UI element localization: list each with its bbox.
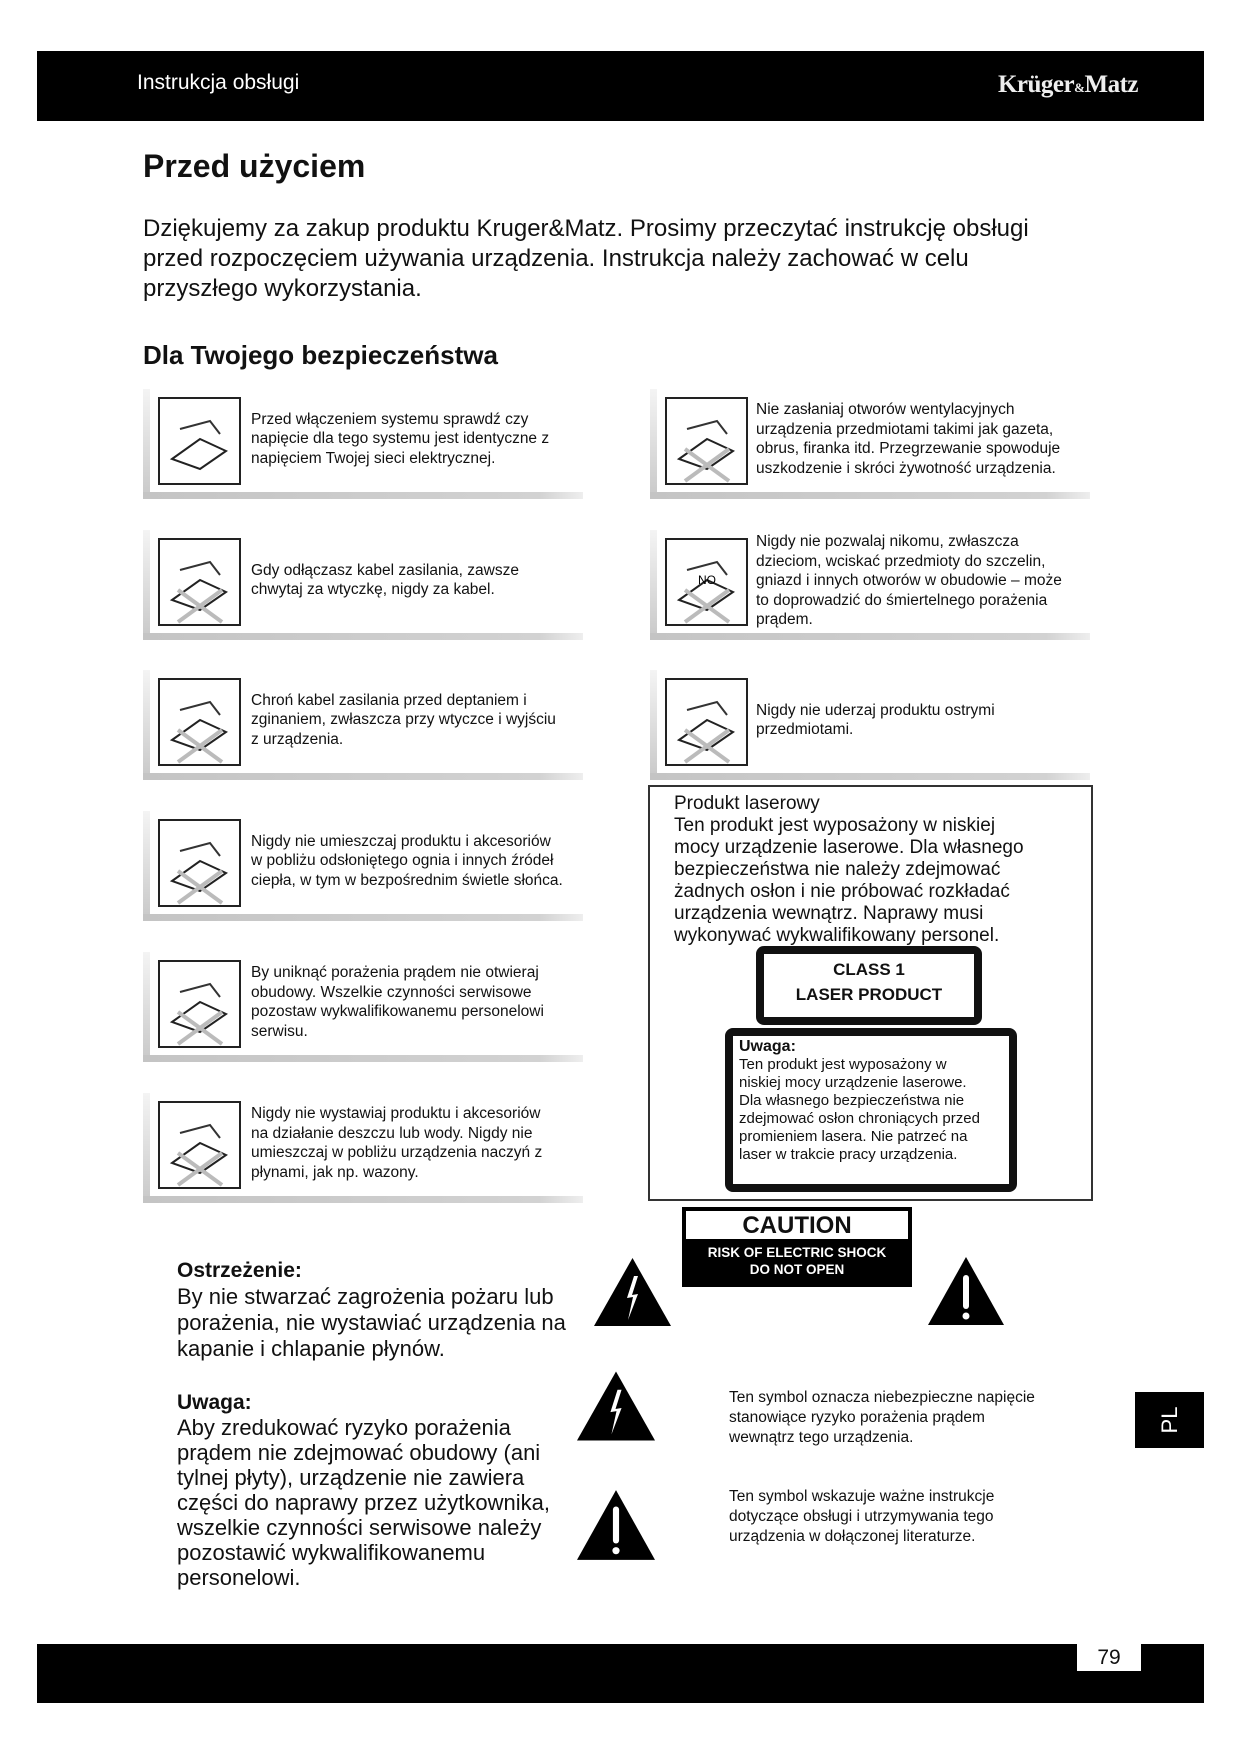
safety-item-text: [251, 410, 549, 469]
no-heat-sunlight-icon: [158, 819, 241, 907]
intro-line: przed rozpoczęciem używania urządzenia. Instrukcja należy zachować w celu: [143, 245, 969, 272]
text-line: napięciem Twojej sieci elektrycznej.: [251, 449, 496, 467]
header-title: Instrukcja obsługi: [137, 71, 300, 94]
text-line: bezpieczeństwa nie należy zdejmować: [674, 859, 1001, 880]
intro-line: Dziękujemy za zakup produktu Kruger&Matz. Prosimy przeczytać instrukcję obsługi: [143, 215, 1029, 242]
caution-line: DO NOT OPEN: [749, 1262, 845, 1277]
text-line: uszkodzenie i skróci żywotność urządzenia.: [756, 459, 1056, 477]
text-line: wykonywać wykwalifikowany personel.: [674, 925, 1000, 946]
note-heading: Uwaga:: [177, 1391, 252, 1414]
lightning-triangle-icon: [577, 1370, 655, 1442]
class-line: CLASS 1: [833, 960, 905, 979]
caution-subtitle: [682, 1244, 912, 1278]
unplug-by-plug-icon: [158, 538, 241, 626]
no-objects-in-slots-icon: [665, 538, 748, 626]
intro-line: przyszłego wykorzystania.: [143, 275, 422, 302]
caution-title: CAUTION: [686, 1211, 908, 1239]
note-section: [177, 1390, 550, 1590]
safety-item: [650, 389, 1090, 499]
footer-bar: [37, 1644, 1204, 1703]
safety-item-text: [251, 691, 556, 750]
text-line: umieszczaj w pobliżu urządzenia naczyń z: [251, 1144, 543, 1161]
text-line: kapanie i chlapanie płynów.: [177, 1336, 445, 1361]
no-water-icon: [158, 1101, 241, 1189]
safety-item-text: [251, 963, 544, 1041]
text-line: Chroń kabel zasilania przed deptaniem i: [251, 691, 527, 709]
text-line: promieniem lasera. Nie patrzeć na: [739, 1128, 968, 1145]
protect-cable-icon: [158, 678, 241, 766]
text-line: pozostaw wykwalifikowanemu personelowi: [251, 1003, 544, 1020]
text-line: w pobliżu odsłoniętego ognia i innych źródeł: [251, 852, 554, 870]
safety-item: [143, 811, 583, 921]
brand-logo: Krüger&Matz: [997, 71, 1138, 98]
text-line: serwisu.: [251, 1022, 308, 1040]
caution-line: RISK OF ELECTRIC SHOCK: [707, 1245, 887, 1260]
text-line: Nigdy nie wystawiaj produktu i akcesoriów: [251, 1105, 541, 1122]
text-line: prądem.: [756, 611, 813, 628]
text-line: Gdy odłączasz kabel zasilania, zawsze: [251, 561, 519, 579]
text-line: dzieciom, wciskać przedmioty do szczelin,: [756, 552, 1046, 570]
text-line: zdejmować osłon chroniących przed: [739, 1110, 980, 1127]
safety-item: [143, 670, 583, 780]
text-line: urządzenia przedmiotami takimi jak gazeta,: [756, 420, 1054, 438]
exclamation-triangle-icon: [928, 1257, 1004, 1325]
text-line: mocy urządzenie laserowe. Dla własnego: [674, 837, 1024, 858]
text-line: obrus, firanka itd. Przegrzewanie spowoduje: [756, 440, 1061, 457]
do-not-open-icon: [158, 960, 241, 1048]
symbol-description-exclamation: [729, 1487, 994, 1547]
class-line: LASER PRODUCT: [795, 985, 943, 1004]
exclamation-triangle-icon: [577, 1488, 655, 1562]
text-line: wszelkie czynności serwisowe należy: [177, 1515, 542, 1540]
safety-heading: Dla Twojego bezpieczeństwa: [143, 340, 498, 370]
laser-warning-heading: Uwaga:: [739, 1038, 796, 1055]
text-line: Nigdy nie uderzaj produktu ostrymi: [756, 701, 995, 719]
text-line: niskiej mocy urządzenie laserowe.: [739, 1074, 967, 1091]
text-line: By uniknąć porażenia prądem nie otwieraj: [251, 964, 539, 981]
text-line: Dla własnego bezpieczeństwa nie: [739, 1092, 965, 1109]
laser-warning-box: [725, 1028, 1017, 1192]
text-line: na działanie deszczu lub wody. Nigdy nie: [251, 1124, 533, 1142]
safety-item: [650, 670, 1090, 780]
no-cover-vents-icon: [665, 397, 748, 485]
text-line: tylnej płyty), urządzenie nie zawiera: [177, 1465, 525, 1490]
text-line: prądem nie zdejmować obudowy (ani: [177, 1440, 541, 1465]
safety-item-text: [756, 532, 1062, 630]
no-sharp-objects-icon: [665, 678, 748, 766]
warning-heading: Ostrzeżenie:: [177, 1259, 302, 1282]
text-line: laser w trakcie pracy urządzenia.: [739, 1146, 958, 1163]
text-line: Ten produkt jest wyposażony w: [739, 1056, 947, 1073]
plug-voltage-check-icon: [158, 397, 241, 485]
text-line: chwytaj za wtyczkę, nigdy za kabel.: [251, 581, 495, 598]
text-line: Ten produkt jest wyposażony w niskiej: [674, 815, 996, 836]
text-line: gniazd i innych otworów w obudowie – może: [756, 572, 1062, 589]
text-line: Produkt laserowy: [674, 793, 820, 814]
text-line: urządzenia wewnątrz. Naprawy musi: [674, 903, 984, 924]
text-line: ciepła, w tym w bezpośrednim świetle słońca.: [251, 871, 563, 889]
language-tab: [1135, 1392, 1204, 1448]
text-line: By nie stwarzać zagrożenia pożaru lub: [177, 1284, 554, 1309]
safety-item: [143, 389, 583, 499]
header-bar: [37, 51, 1204, 121]
text-line: urządzenia w dołączonej literaturze.: [729, 1528, 976, 1545]
text-line: Przed włączeniem systemu sprawdź czy: [251, 410, 529, 428]
safety-item-text: [756, 701, 995, 740]
page-number: 79: [1077, 1644, 1141, 1671]
safety-item: [143, 1093, 583, 1203]
text-line: zginaniem, zwłaszcza przy wtyczce i wyjściu: [251, 711, 556, 729]
intro-paragraph: [143, 214, 1083, 304]
class1-laser-label: [756, 946, 982, 1025]
no-badge: NO: [698, 573, 716, 587]
text-line: wewnątrz tego urządzenia.: [729, 1429, 914, 1446]
text-line: to doprowadzić do śmiertelnego porażenia: [756, 591, 1048, 609]
language-tab-label: PL: [1156, 1406, 1182, 1434]
safety-item-text: [251, 1104, 542, 1182]
text-line: Ten symbol oznacza niebezpieczne napięcie: [729, 1389, 1035, 1406]
laser-text: [674, 793, 1024, 947]
text-line: pozostawić wykwalifikowanemu: [177, 1540, 486, 1565]
text-line: Nigdy nie pozwalaj nikomu, zwłaszcza: [756, 533, 1019, 550]
text-line: Ten symbol wskazuje ważne instrukcje: [729, 1488, 995, 1505]
text-line: stanowiące ryzyko porażenia prądem: [729, 1409, 985, 1426]
text-line: z urządzenia.: [251, 730, 344, 748]
text-line: przedmiotami.: [756, 721, 854, 738]
text-line: żadnych osłon i nie próbować rozkładać: [674, 881, 1010, 902]
safety-item-text: [251, 561, 519, 600]
text-line: napięcie dla tego systemu jest identyczne z: [251, 430, 550, 448]
safety-item-text: [756, 400, 1060, 478]
caution-label: [682, 1207, 912, 1287]
page-title: Przed użyciem: [143, 148, 366, 184]
warning-section: [177, 1258, 566, 1362]
text-line: porażenia, nie wystawiać urządzenia na: [177, 1310, 566, 1335]
safety-item: [143, 530, 583, 640]
safety-item-text: [251, 832, 563, 891]
text-line: Nie zasłaniaj otworów wentylacyjnych: [756, 401, 1015, 418]
symbol-description-lightning: [729, 1388, 1035, 1448]
laser-product-box: [648, 785, 1093, 1201]
text-line: personelowi.: [177, 1565, 301, 1590]
text-line: Nigdy nie umieszczaj produktu i akcesoriów: [251, 832, 551, 850]
text-line: dotyczące obsługi i utrzymywania tego: [729, 1508, 994, 1525]
lightning-triangle-icon: [594, 1258, 671, 1326]
text-line: obudowy. Wszelkie czynności serwisowe: [251, 983, 532, 1001]
safety-item: [143, 952, 583, 1062]
text-line: Aby zredukować ryzyko porażenia: [177, 1415, 511, 1440]
text-line: płynami, jak np. wazony.: [251, 1163, 419, 1181]
text-line: części do naprawy przez użytkownika,: [177, 1490, 550, 1515]
safety-item: [650, 530, 1090, 640]
